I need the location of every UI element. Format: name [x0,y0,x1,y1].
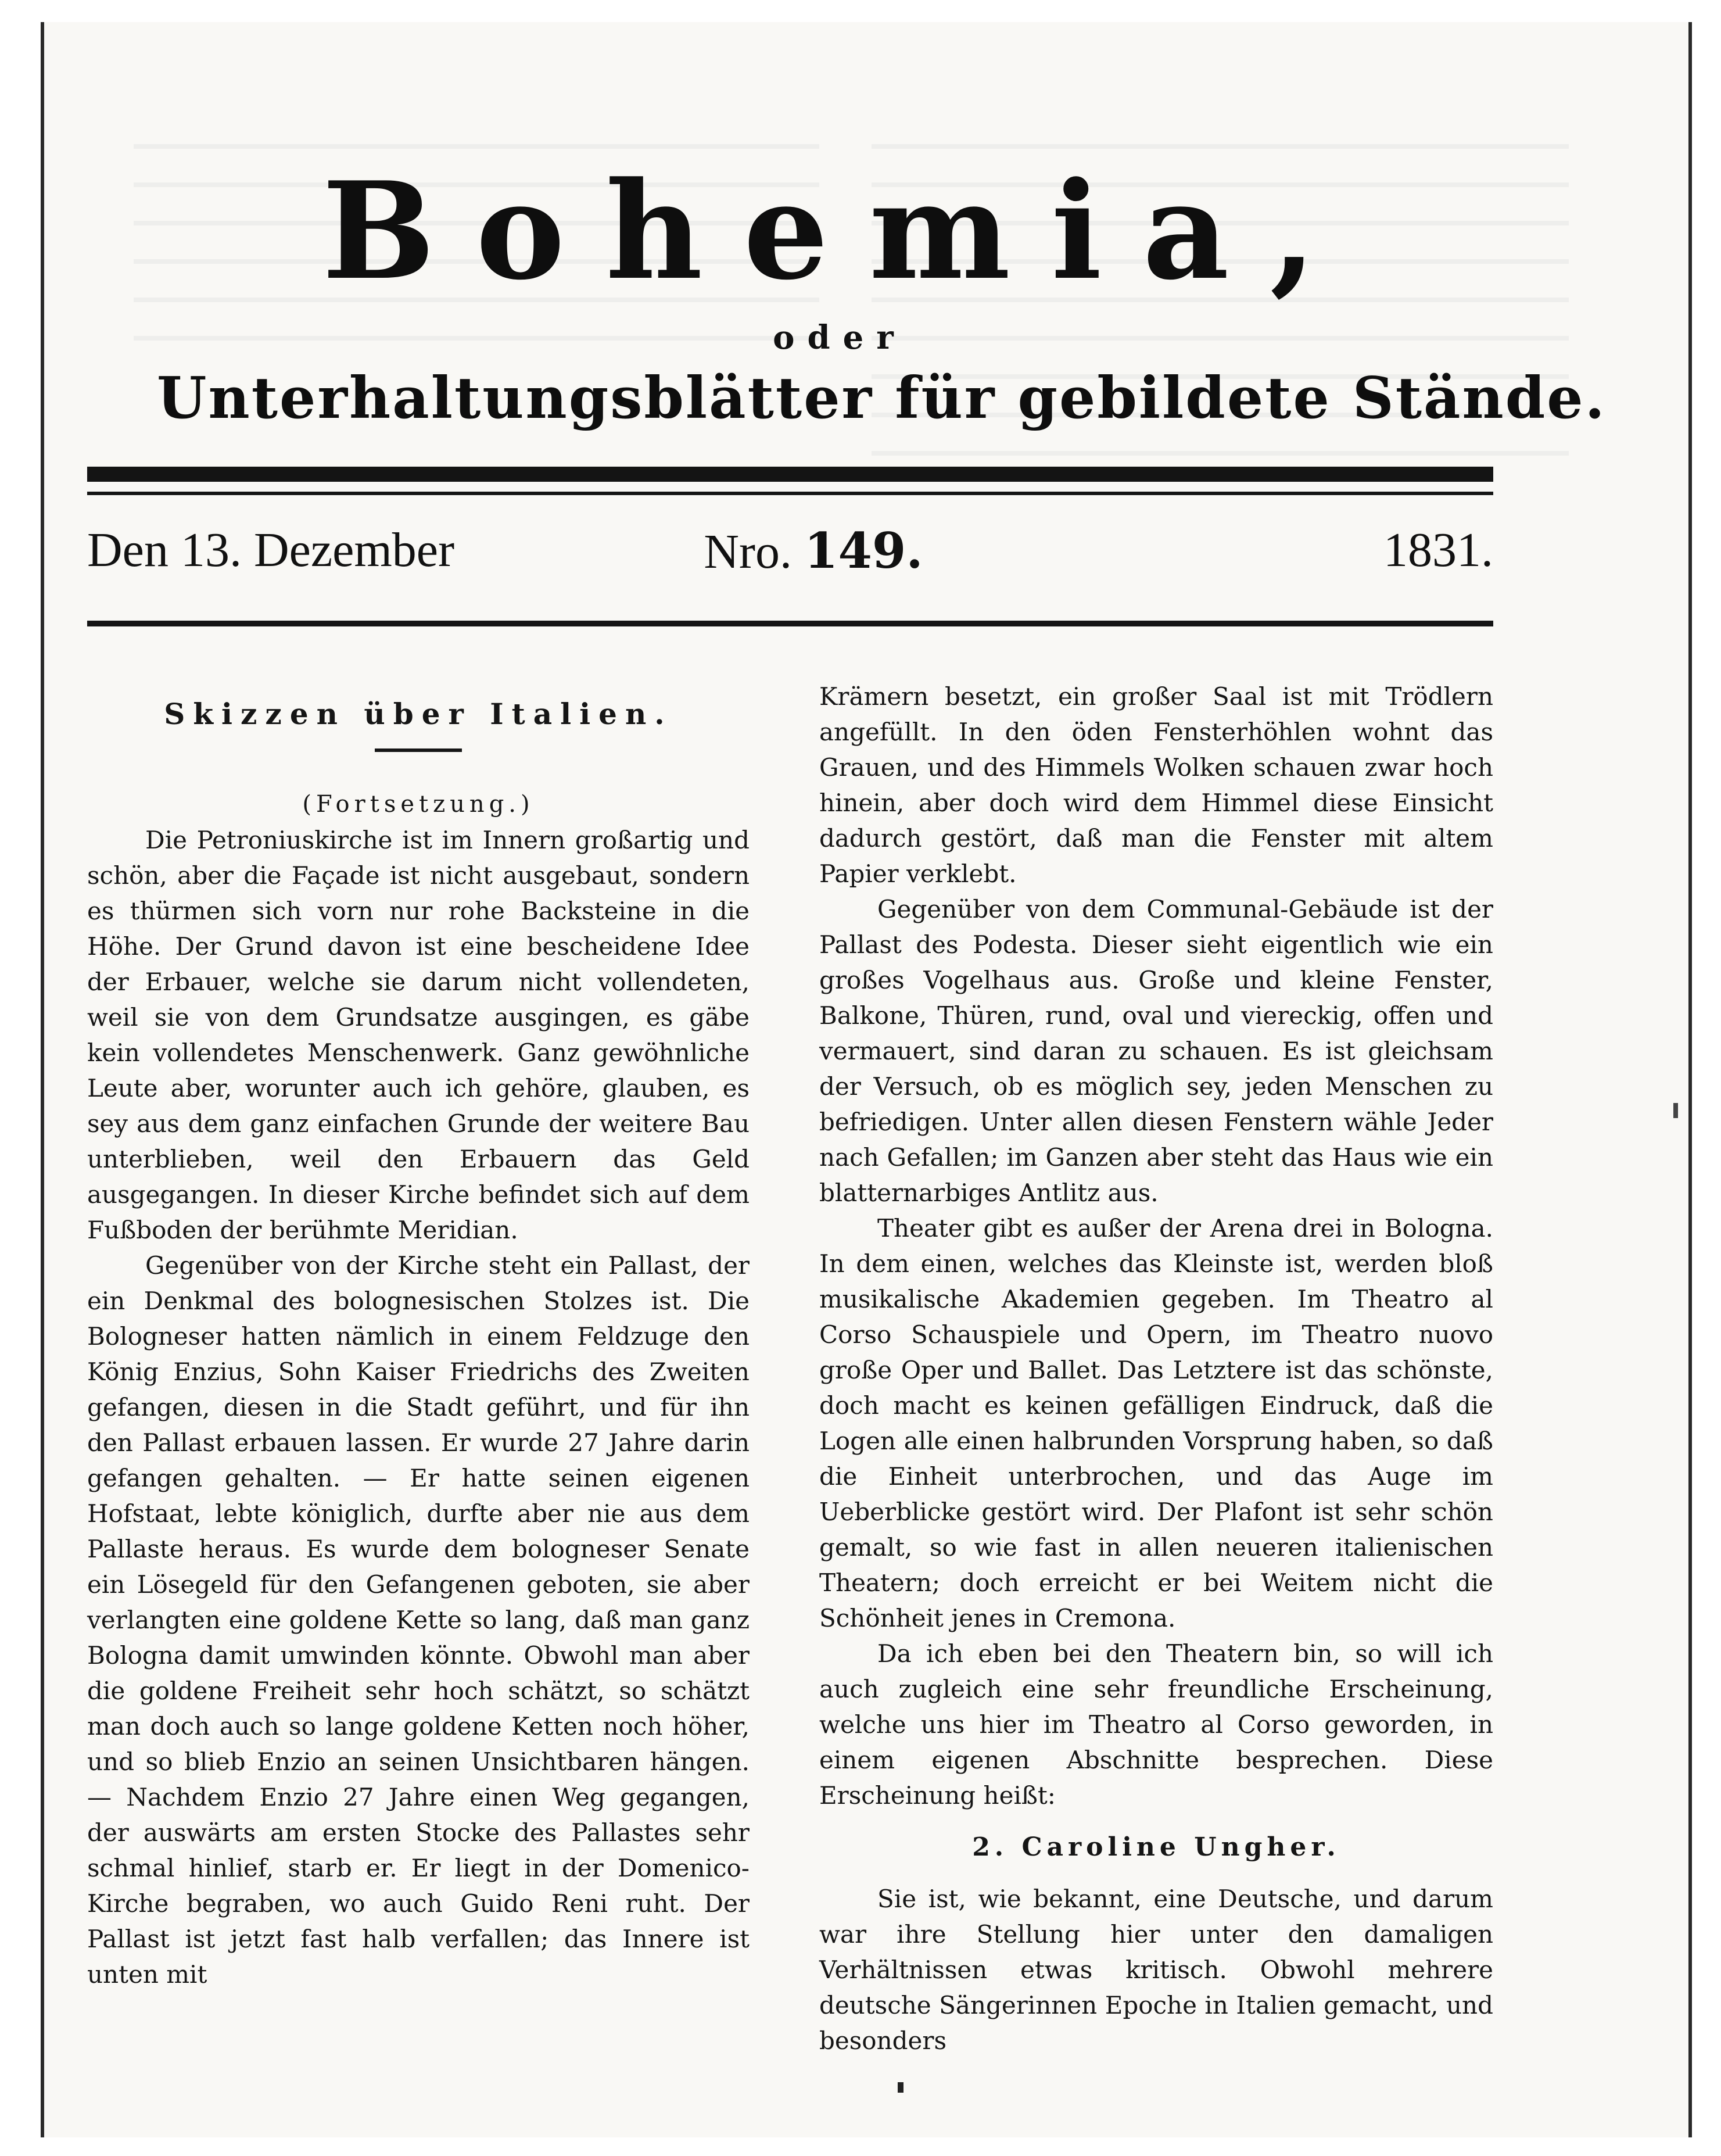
issue-number [697,522,930,580]
article-paragraph: Gegenüber von der Kirche steht ein Pallast, der ein Denkmal des bolognesischen Stolzes ist. Die Bologneser hatten nämlich in einem Feldzuge den König Enzius, Sohn Kaiser Friedrichs des Zweiten gefangen, diesen in die Stadt geführt, und für ihn den Pallast erbauen lassen. Er wurde 27 Jahre darin gefangen gehalten. — Er hatte seinen eigenen Hofstaat, lebte königlich, durfte aber nie aus dem Pallaste heraus. Es wurde dem bologneser Senate ein Lösegeld für den Gefangenen geboten, sie aber verlangten eine goldene Kette so lang, daß man ganz Bologna damit umwinden könnte. Obwohl man aber die goldene Freiheit sehr hoch schätzt, so schätzt man doch auch so lange goldene Ketten noch höher, und so blieb Enzio an seinen Unsichtbaren hängen. — Nachdem Enzio 27 Jahre einen Weg gegangen, der auswärts am ersten Stocke des Pallastes sehr schmal hinlief, starb er. Er liegt in der Domenico-Kirche begraben, wo auch Guido Reni ruht. Der Pallast ist jetzt fast halb verfallen; das Innere ist unten mit [87,1251,750,1989]
issue-year: 1831. [1383,523,1493,577]
issue-number-label: Nro. [704,525,793,579]
dateline-rule [87,621,1493,626]
masthead-rule-thick [87,467,1493,482]
article-paragraph: Krämern besetzt, ein großer Saal ist mit Trödlern angefüllt. In den öden Fensterhöhlen wohnt das Grauen, und des Himmels Wolken schauen zwar hoch hinein, aber doch wird dem Himmel diese Einsicht dadurch gestört, daß man die Fenster mit altem Papier verklebt. [819,682,1493,888]
masthead-oder: oder [773,318,906,357]
masthead-title: Bohemia, [322,153,1357,310]
issue-number-value: 149. [804,522,923,579]
continuation-note: (Fortsetzung.) [302,791,535,818]
page-right-edge [1688,22,1692,2137]
article-paragraph: Gegenüber von dem Communal-Gebäude ist der Pallast des Podesta. Dieser sieht eigentlich wie ein großes Vogelhaus aus. Große und kleine Fenster, Balkone, Thüren, rund, oval und viereckig, offen und vermauert, sind daran zu schauen. Es ist gleichsam der Versuch, ob es möglich sey, jeden Menschen zu befriedigen. Unter allen diesen Fenstern wähle Jeder nach Gefallen; im Ganzen aber steht das Haus wie ein blatternarbiges Antlitz aus. [819,895,1493,1207]
article-paragraph: Sie ist, wie bekannt, eine Deutsche, und darum war ihre Stellung hier unter den damaligen Verhältnissen etwas kritisch. Obwohl mehrere deutsche Sängerinnen Epoche in Italien gemacht, und besonders [819,1885,1493,2055]
masthead-rule-thin [87,492,1493,495]
page-left-edge [41,22,44,2137]
article-paragraph: Da ich eben bei den Theatern bin, so will ich auch zugleich eine sehr freundliche Erscheinung, welche uns hier im Theatro al Corso geworden, in einem eigenen Abschnitte besprechen. Diese Erscheinung heißt: [819,1639,1493,1810]
left-column [87,679,750,1992]
newspaper-page [41,22,1692,2137]
dateline [87,522,1493,586]
issue-date: Den 13. Dezember [87,523,455,577]
title-rule [375,748,462,752]
article-title: Skizzen über Italien. [164,697,673,731]
section-heading: 2. Caroline Ungher. [972,1832,1340,1862]
printer-mark [898,2082,903,2093]
article-paragraph: Die Petroniuskirche ist im Innern großartig und schön, aber die Façade ist nicht ausgebaut, sondern es thürmen sich vorn nur rohe Backsteine in die Höhe. Der Grund davon ist eine bescheidene Idee der Erbauer, welche sie darum nicht vollendeten, weil sie von dem Grundsatze ausgingen, es gäbe kein vollendetes Menschenwerk. Ganz gewöhnliche Leute aber, worunter auch ich gehöre, glauben, es sey aus dem ganz einfachen Grunde der weitere Bau unterblieben, weil den Erbauern das Geld ausgegangen. In dieser Kirche befindet sich auf dem Fußboden der berühmte Meridian. [87,826,750,1244]
masthead-subtitle: Unterhaltungsblätter für gebildete Stände. [157,365,1607,432]
ink-speck [1673,1103,1678,1118]
right-column [819,679,1493,2058]
article-paragraph: Theater gibt es außer der Arena drei in Bologna. In dem einen, welches das Kleinste ist, werden bloß musikalische Akademien gegeben. Im Theatro al Corso Schauspiele und Opern, im Theatro nuovo große Oper und Ballet. Das Letztere ist das schönste, doch macht es keinen gefälligen Eindruck, daß die Logen alle einen halbrunden Vorsprung haben, so daß die Einheit unterbrochen, und das Auge im Ueberblicke gestört wird. Der Plafont ist sehr schön gemalt, so wie fast in allen neueren italienischen Theatern; doch erreicht er bei Weitem nicht die Schönheit jenes in Cremona. [819,1214,1493,1632]
